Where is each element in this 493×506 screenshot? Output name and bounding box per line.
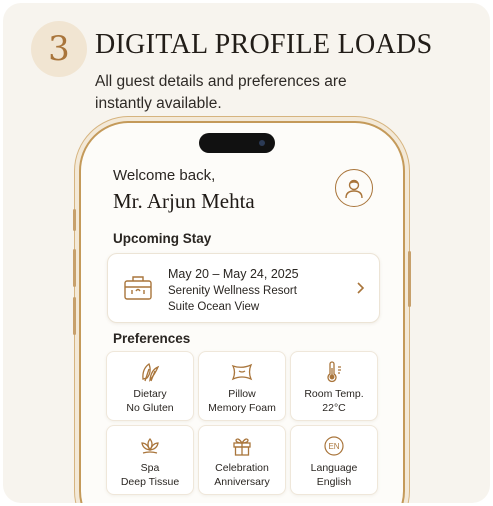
- phone-frame: [79, 121, 405, 503]
- phone-volume-up-button: [73, 249, 76, 287]
- thermometer-icon: [323, 361, 345, 383]
- lotus-icon: [139, 435, 161, 457]
- suitcase-icon: [122, 271, 154, 303]
- preference-label: Language: [310, 462, 358, 474]
- preference-label: Pillow: [228, 388, 256, 400]
- upcoming-stay-heading: Upcoming Stay: [113, 231, 212, 246]
- preference-value: Deep Tissue: [120, 476, 180, 488]
- chevron-right-icon[interactable]: [355, 281, 365, 295]
- guest-name: Mr. Arjun Mehta: [113, 189, 255, 213]
- step-card: [3, 3, 490, 503]
- phone-action-button: [73, 209, 76, 231]
- preference-value: English: [316, 476, 352, 488]
- upcoming-stay-card[interactable]: [107, 253, 380, 323]
- step-title: DIGITAL PROFILE LOADS: [95, 29, 433, 60]
- preference-celebration[interactable]: [198, 425, 286, 495]
- language-icon: [323, 435, 345, 457]
- preference-value: No Gluten: [126, 402, 174, 414]
- step-number: 3: [48, 29, 70, 69]
- profile-avatar[interactable]: [335, 169, 373, 207]
- step-description: All guest details and preferences are instantly available.: [95, 73, 347, 112]
- user-icon: [341, 175, 367, 201]
- preference-language[interactable]: [290, 425, 378, 495]
- stay-room: Suite Ocean View: [168, 301, 260, 313]
- pillow-icon: [231, 361, 253, 383]
- preference-label: Room Temp.: [304, 388, 364, 400]
- preference-room-temp[interactable]: [290, 351, 378, 421]
- language-badge: EN: [328, 442, 340, 451]
- stay-resort: Serenity Wellness Resort: [168, 285, 297, 297]
- leaf-icon: [139, 361, 161, 383]
- stay-dates: May 20 – May 24, 2025: [168, 267, 299, 281]
- step-number-badge: [31, 21, 87, 77]
- preference-label: Dietary: [133, 388, 167, 400]
- dynamic-island: [199, 133, 275, 153]
- welcome-text: Welcome back,: [113, 167, 216, 184]
- preference-value: 22°C: [322, 402, 346, 414]
- gift-icon: [231, 435, 253, 457]
- phone-power-button: [408, 251, 411, 307]
- phone-volume-down-button: [73, 297, 76, 335]
- preference-label: Celebration: [215, 462, 269, 474]
- preference-label: Spa: [140, 462, 160, 474]
- preference-value: Anniversary: [214, 476, 270, 488]
- preference-pillow[interactable]: [198, 351, 286, 421]
- preference-dietary[interactable]: [106, 351, 194, 421]
- preference-spa[interactable]: [106, 425, 194, 495]
- preferences-heading: Preferences: [113, 331, 191, 346]
- preference-value: Memory Foam: [208, 402, 276, 414]
